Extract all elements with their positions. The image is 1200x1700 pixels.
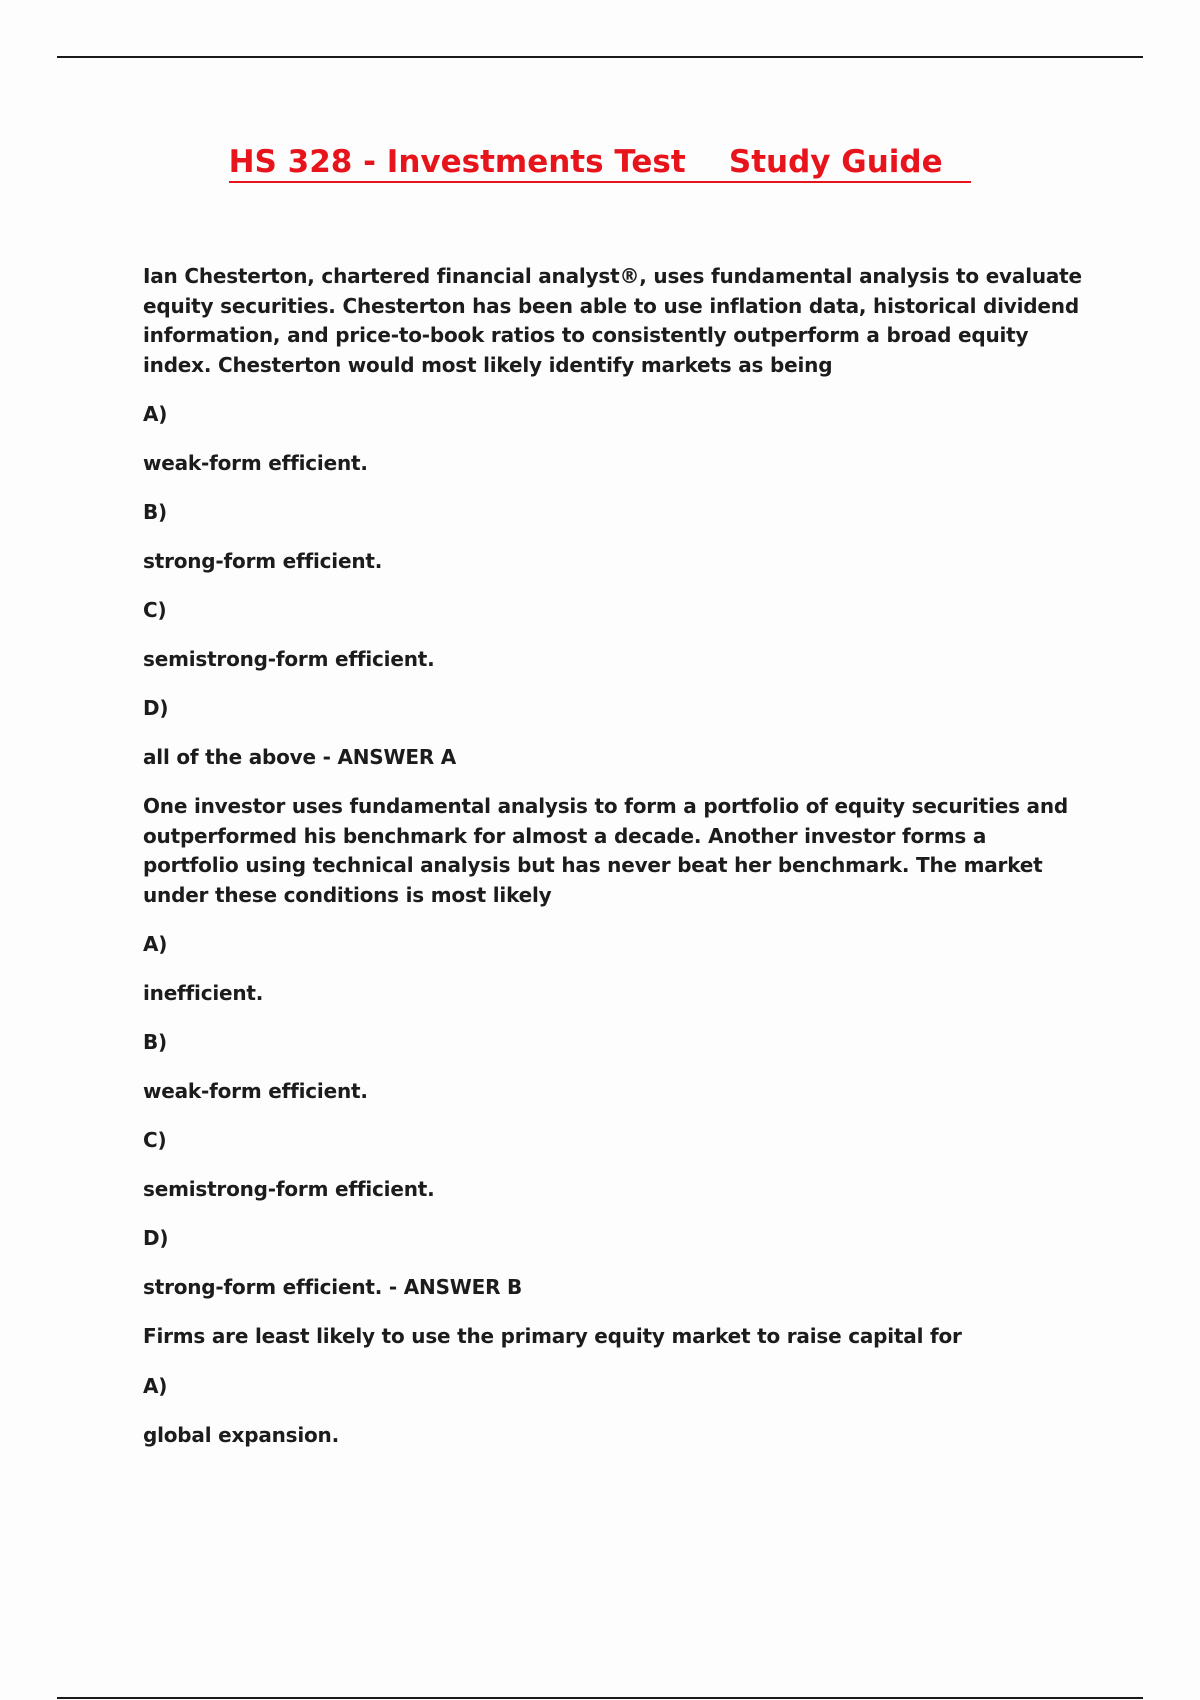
title-container	[0, 143, 1200, 183]
option-label: D)	[143, 696, 169, 720]
option-label: D)	[143, 1226, 169, 1250]
option-label: C)	[143, 598, 167, 622]
option-label: B)	[143, 500, 167, 524]
option-text: semistrong-form efficient.	[143, 1177, 435, 1201]
question-text: Firms are least likely to use the primary equity market to raise capital for	[143, 1324, 962, 1348]
option-label: B)	[143, 1030, 167, 1054]
option-text: weak-form efficient.	[143, 1079, 368, 1103]
question-text: One investor uses fundamental analysis to form a portfolio of equity securities and outperformed his benchmark for almost a decade. Another investor forms a portfolio using technical analysis but has never beat her benchmark. The market under these conditions is most likely	[143, 794, 1069, 907]
option-label: A)	[143, 402, 168, 426]
option-text: inefficient.	[143, 981, 264, 1005]
option-text-answer: strong-form efficient. - ANSWER B	[143, 1275, 523, 1299]
option-text: strong-form efficient.	[143, 549, 383, 573]
top-rule	[57, 56, 1143, 58]
option-text-answer: all of the above - ANSWER A	[143, 745, 457, 769]
study-guide-content	[143, 262, 1083, 1470]
option-label: A)	[143, 932, 168, 956]
option-label: C)	[143, 1128, 167, 1152]
option-label: A)	[143, 1373, 168, 1398]
document-title: HS 328 - Investments Test Study Guide	[229, 143, 972, 183]
option-text: weak-form efficient.	[143, 451, 368, 475]
question-text: Ian Chesterton, chartered financial analyst®, uses fundamental analysis to evaluate equity securities. Chesterton has been able to use inflation data, historical dividend information, and price-to-book ratios to consistently outperform a broad equity index. Chesterton would most likely identify markets as being	[143, 264, 1082, 377]
option-text: semistrong-form efficient.	[143, 647, 435, 671]
bottom-rule	[57, 1697, 1143, 1699]
option-text: global expansion.	[143, 1422, 339, 1447]
